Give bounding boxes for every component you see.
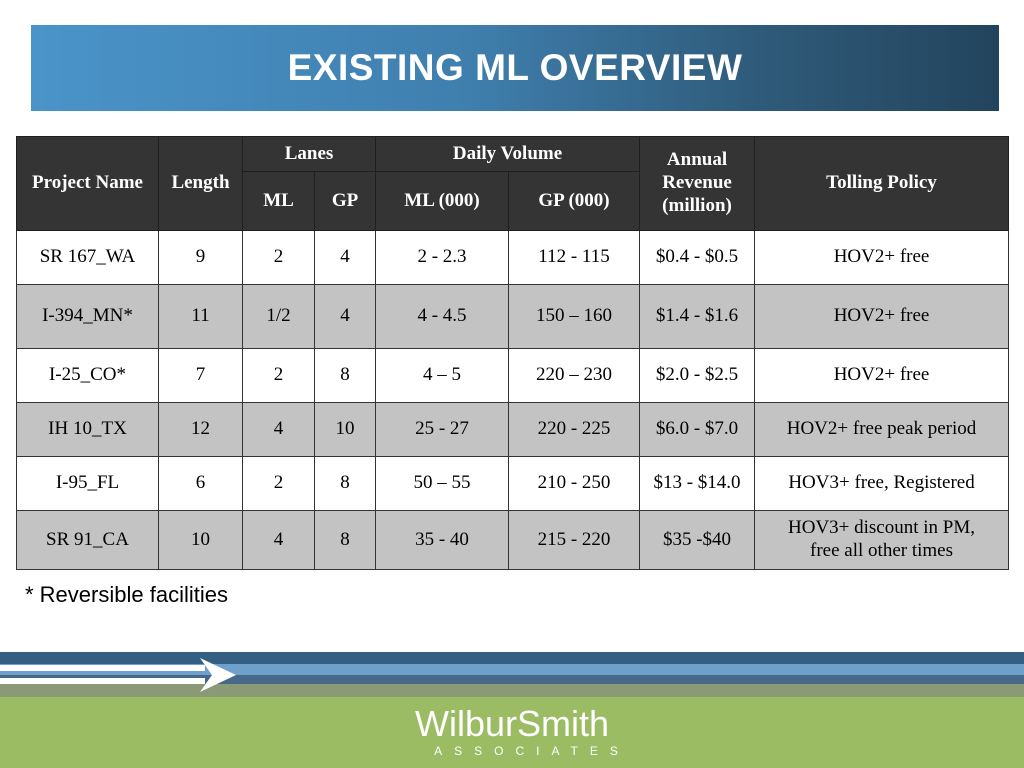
cell-revenue: $13 - $14.0 (640, 457, 755, 511)
cell-ml-volume: 4 - 4.5 (376, 285, 509, 349)
cell-gp-volume: 220 – 230 (509, 349, 640, 403)
cell-length: 11 (159, 285, 243, 349)
table-row (17, 403, 1009, 457)
cell-gp-volume: 215 - 220 (509, 511, 640, 570)
cell-project: IH 10_TX (17, 403, 159, 457)
cell-ml-volume: 50 – 55 (376, 457, 509, 511)
header-project-name: Project Name (17, 137, 159, 231)
header-length: Length (159, 137, 243, 231)
cell-length: 10 (159, 511, 243, 570)
footer-band (0, 652, 1024, 768)
header-annual-revenue: Annual Revenue (million) (640, 137, 755, 231)
cell-ml-volume: 2 - 2.3 (376, 231, 509, 285)
cell-project: I-25_CO* (17, 349, 159, 403)
table-row (17, 511, 1009, 570)
company-logo (0, 704, 1024, 758)
table-row (17, 457, 1009, 511)
cell-length: 6 (159, 457, 243, 511)
cell-revenue: $1.4 - $1.6 (640, 285, 755, 349)
header-volume-ml: ML (000) (376, 172, 509, 231)
cell-ml-lanes: 4 (243, 403, 315, 457)
cell-project: I-95_FL (17, 457, 159, 511)
cell-length: 9 (159, 231, 243, 285)
header-lanes-ml: ML (243, 172, 315, 231)
title-banner (31, 25, 999, 111)
page-title: EXISTING ML OVERVIEW (287, 47, 743, 88)
cell-ml-lanes: 2 (243, 457, 315, 511)
cell-gp-volume: 210 - 250 (509, 457, 640, 511)
cell-ml-volume: 35 - 40 (376, 511, 509, 570)
cell-gp-lanes: 10 (315, 403, 376, 457)
table-row (17, 285, 1009, 349)
header-tolling-policy: Tolling Policy (755, 137, 1009, 231)
cell-ml-volume: 4 – 5 (376, 349, 509, 403)
cell-revenue: $2.0 - $2.5 (640, 349, 755, 403)
cell-gp-volume: 150 – 160 (509, 285, 640, 349)
logo-name: WilburSmith (414, 703, 610, 744)
cell-project: SR 91_CA (17, 511, 159, 570)
header-lanes: Lanes (243, 137, 376, 172)
cell-ml-lanes: 2 (243, 231, 315, 285)
cell-policy: HOV2+ free (755, 285, 1009, 349)
cell-gp-volume: 112 - 115 (509, 231, 640, 285)
cell-project: I-394_MN* (17, 285, 159, 349)
cell-ml-volume: 25 - 27 (376, 403, 509, 457)
cell-length: 7 (159, 349, 243, 403)
cell-gp-lanes: 8 (315, 349, 376, 403)
cell-policy: HOV3+ free, Registered (755, 457, 1009, 511)
cell-revenue: $35 -$40 (640, 511, 755, 570)
table-row (17, 349, 1009, 403)
cell-gp-lanes: 8 (315, 511, 376, 570)
cell-ml-lanes: 4 (243, 511, 315, 570)
cell-ml-lanes: 2 (243, 349, 315, 403)
cell-gp-lanes: 4 (315, 285, 376, 349)
cell-gp-lanes: 4 (315, 231, 376, 285)
cell-revenue: $6.0 - $7.0 (640, 403, 755, 457)
ml-overview-table (16, 136, 1009, 570)
footnote: * Reversible facilities (25, 582, 228, 607)
cell-gp-lanes: 8 (315, 457, 376, 511)
cell-policy: HOV3+ discount in PM, free all other times (755, 511, 1009, 570)
header-daily-volume: Daily Volume (376, 137, 640, 172)
cell-ml-lanes: 1/2 (243, 285, 315, 349)
header-volume-gp: GP (000) (509, 172, 640, 231)
header-lanes-gp: GP (315, 172, 376, 231)
cell-length: 12 (159, 403, 243, 457)
cell-gp-volume: 220 - 225 (509, 403, 640, 457)
cell-revenue: $0.4 - $0.5 (640, 231, 755, 285)
table-row (17, 231, 1009, 285)
cell-policy: HOV2+ free (755, 349, 1009, 403)
cell-policy: HOV2+ free peak period (755, 403, 1009, 457)
arrow-icon (0, 656, 240, 694)
logo-tagline: ASSOCIATES (434, 744, 630, 758)
cell-project: SR 167_WA (17, 231, 159, 285)
cell-policy: HOV2+ free (755, 231, 1009, 285)
